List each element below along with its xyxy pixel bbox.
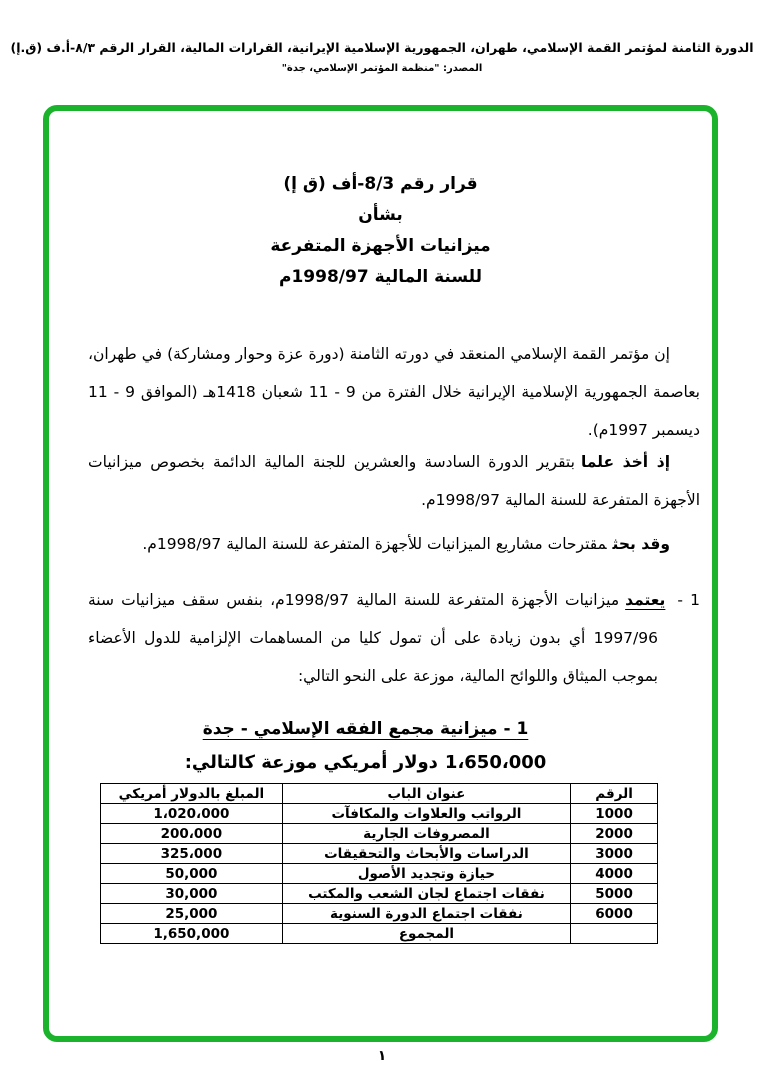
resolution-title-block	[49, 169, 712, 293]
cell-title: الرواتب والعلاوات والمكافآت	[282, 804, 570, 824]
cell-code: 4000	[571, 864, 658, 884]
cell-code: 2000	[571, 824, 658, 844]
cell-title: نفقات اجتماع لجان الشعب والمكتب	[282, 884, 570, 904]
table-row	[101, 884, 658, 904]
resolution-number: قرار رقم 8/3-أف (ق إ)	[283, 174, 478, 194]
table-row	[101, 924, 658, 944]
taking-note-lead: إذ أخذ علما	[580, 453, 671, 471]
cell-amount: 30,000	[101, 884, 283, 904]
item-1-number: 1 -	[677, 591, 700, 609]
budget-total-amount: 1،650،000	[444, 752, 547, 773]
resolution-regarding: بشأن	[358, 205, 403, 225]
cell-amount: 200،000	[101, 824, 283, 844]
table-row	[101, 844, 658, 864]
having-examined-lead: وقد بحث	[612, 535, 670, 553]
budget-total-line	[49, 752, 682, 773]
budget-table	[100, 783, 658, 944]
column-header-title: عنوان الباب	[282, 784, 570, 804]
column-header-amount: المبلغ بالدولار أمريكي	[101, 784, 283, 804]
cell-amount: 50,000	[101, 864, 283, 884]
cell-amount: 325،000	[101, 844, 283, 864]
cell-code: 5000	[571, 884, 658, 904]
page-number: ١	[377, 1048, 387, 1064]
budget-table-header	[101, 784, 658, 804]
budget-table-body	[101, 804, 658, 944]
operative-item-1	[88, 581, 700, 695]
table-row	[101, 824, 658, 844]
having-examined-paragraph	[88, 525, 700, 563]
budget-total-caption: دولار أمريكي موزعة كالتالي:	[184, 752, 438, 773]
preamble-paragraph: إن مؤتمر القمة الإسلامي المنعقد في دورته الثامنة (دورة عزة وحوار ومشاركة) في طهران، بعاصمة الجمهورية الإسلامية الإيرانية خلال الفترة من 9 - 11 شعبان 1418هـ (الموافق 9 - 11 ديسمبر 1997م).	[88, 345, 700, 439]
header-row	[101, 784, 658, 804]
cell-title: المجموع	[282, 924, 570, 944]
cell-amount: 25,000	[101, 904, 283, 924]
cell-title: الدراسات والأبحاث والتحقيقات	[282, 844, 570, 864]
cell-amount: 1،020،000	[101, 804, 283, 824]
budget-section-heading: 1 - ميزانية مجمع الفقه الإسلامي - جدة	[202, 719, 529, 739]
taking-note-rest: بتقرير الدورة السادسة والعشرين للجنة المالية الدائمة بخصوص ميزانيات الأجهزة المتفرعة للسنة المالية 1998/97م.	[88, 453, 700, 509]
resolution-subject: ميزانيات الأجهزة المتفرعة	[270, 236, 491, 256]
cell-amount: 1,650,000	[101, 924, 283, 944]
green-border-frame	[43, 105, 718, 1042]
cell-title: نفقات اجتماع الدورة السنوية	[282, 904, 570, 924]
cell-code	[571, 924, 658, 944]
having-examined-rest: مقترحات مشاريع الميزانيات للأجهزة المتفرعة للسنة المالية 1998/97م.	[142, 535, 607, 553]
header-source-line: المصدر: "منظمة المؤتمر الإسلامي، جدة"	[281, 63, 483, 74]
table-row	[101, 804, 658, 824]
cell-title: حيازة وتجديد الأصول	[282, 864, 570, 884]
document-header	[0, 40, 764, 74]
table-row	[101, 864, 658, 884]
taking-note-paragraph	[88, 443, 700, 519]
cell-code: 3000	[571, 844, 658, 864]
cell-title: المصروفات الجارية	[282, 824, 570, 844]
header-session-line: الدورة الثامنة لمؤتمر القمة الإسلامي، طهران، الجمهورية الإسلامية الإيرانية، القرارات المالية، القرار الرقم ٨/٣-أ.ف (ق.إ)	[10, 40, 754, 55]
cell-code: 6000	[571, 904, 658, 924]
cell-code: 1000	[571, 804, 658, 824]
column-header-code: الرقم	[571, 784, 658, 804]
resolution-fiscal-year: للسنة المالية 1998/97م	[279, 267, 482, 287]
item-1-lead: يعتمد	[625, 591, 666, 609]
item-1-rest: ميزانيات الأجهزة المتفرعة للسنة المالية 1998/97م، بنفس سقف ميزانيات سنة 1997/96 أي بدون زيادة على أن تمول كليا من المساهمات الإلزامية للدول الأعضاء بموجب الميثاق واللوائح المالية، موزعة على النحو التالي:	[88, 591, 658, 685]
table-row	[101, 904, 658, 924]
